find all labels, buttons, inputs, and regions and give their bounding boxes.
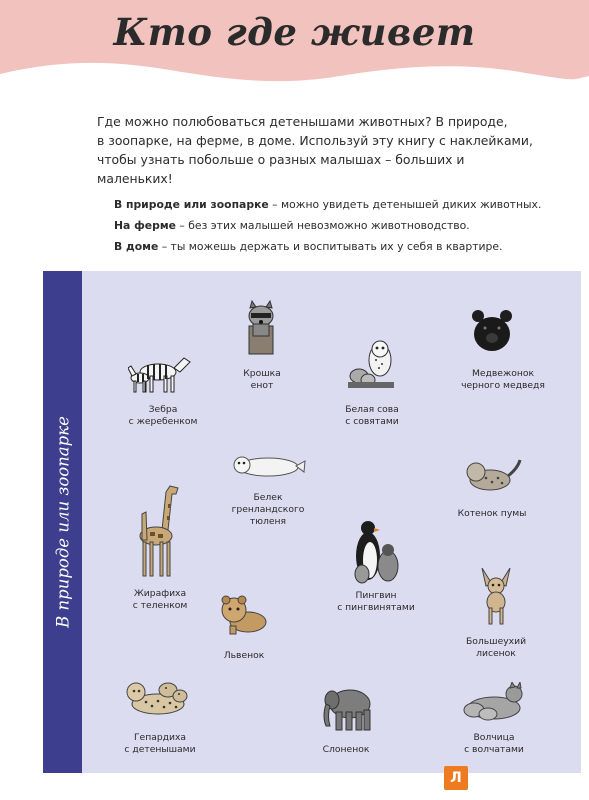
header-band [0, 0, 589, 92]
wave-edge [0, 60, 589, 94]
caption-zebra [129, 404, 198, 428]
definitions-list [114, 194, 544, 257]
definition-term: На ферме [114, 219, 176, 232]
caption-line: с жеребенком [128, 416, 198, 427]
caption-lion [224, 650, 265, 662]
elephant-icon [320, 684, 376, 732]
puma-icon [462, 456, 522, 496]
page-title: Кто где живет [113, 10, 476, 54]
intro-line: Где можно полюбоваться детенышами животных? В природе, [97, 114, 508, 129]
caption-line: Львенок [223, 650, 265, 661]
caption-bear [461, 368, 545, 392]
owl-icon [346, 340, 396, 390]
intro-line: чтобы узнать побольше о разных малышах – больших и маленьких! [97, 152, 465, 186]
definition-text: – можно увидеть детенышей диких животных. [268, 198, 542, 211]
caption-line: Гепардиха [133, 732, 187, 743]
intro-line: в зоопарке, на ферме, в доме. Используй эту книгу с наклейками, [97, 133, 533, 148]
definition-item [114, 236, 544, 257]
caption-line: тюленя [249, 516, 287, 527]
caption-penguin [337, 590, 415, 614]
caption-line: Слоненок [322, 744, 370, 755]
caption-line: Волчица [473, 732, 515, 743]
sidebar-label: В природе или зоопарке [53, 416, 73, 628]
definition-text: – ты можешь держать и воспитывать их у себя в квартире. [158, 240, 503, 253]
intro-paragraph [97, 112, 537, 188]
caption-line: с теленком [132, 600, 188, 611]
penguin-icon [352, 520, 402, 584]
caption-line: лисенок [476, 648, 516, 659]
definition-item [114, 215, 544, 236]
caption-line: с пингвинятами [337, 602, 415, 613]
fox-icon [476, 566, 516, 626]
caption-line: Жирафиха [133, 588, 187, 599]
caption-raccoon [243, 368, 281, 392]
lion-icon [218, 592, 270, 636]
caption-fox [466, 636, 526, 660]
caption-elephant [323, 744, 370, 756]
definition-term: В доме [114, 240, 159, 253]
caption-line: Котенок пумы [457, 508, 527, 519]
giraffe-icon [132, 484, 188, 578]
caption-line: Крошка [243, 368, 281, 379]
wolf-icon [458, 682, 524, 722]
cheetah-icon [124, 676, 190, 718]
caption-puma [458, 508, 527, 520]
caption-line: Белек [253, 492, 283, 503]
zebra-icon [128, 354, 198, 394]
caption-line: Большеухий [465, 636, 527, 647]
caption-line: Медвежонок [471, 368, 535, 379]
bear-icon [470, 308, 514, 352]
caption-giraffe [133, 588, 188, 612]
caption-line: с волчатами [464, 744, 524, 755]
caption-line: Пингвин [355, 590, 397, 601]
caption-seal [232, 492, 305, 528]
caption-line: енот [250, 380, 274, 391]
caption-line: с детенышами [124, 744, 196, 755]
caption-line: черного медведя [461, 380, 545, 391]
definition-item [114, 194, 544, 215]
caption-owl [345, 404, 399, 428]
seal-icon [230, 452, 306, 478]
publisher-logo: Л [444, 766, 468, 790]
caption-line: с совятами [345, 416, 399, 427]
definition-text: – без этих малышей невозможно животноводство. [176, 219, 470, 232]
raccoon-icon [243, 300, 279, 356]
caption-line: гренландского [231, 504, 305, 515]
caption-line: Белая сова [345, 404, 399, 415]
caption-cheetah [124, 732, 195, 756]
caption-wolf [464, 732, 524, 756]
definition-term: В природе или зоопарке [114, 198, 269, 211]
caption-line: Зебра [148, 404, 178, 415]
